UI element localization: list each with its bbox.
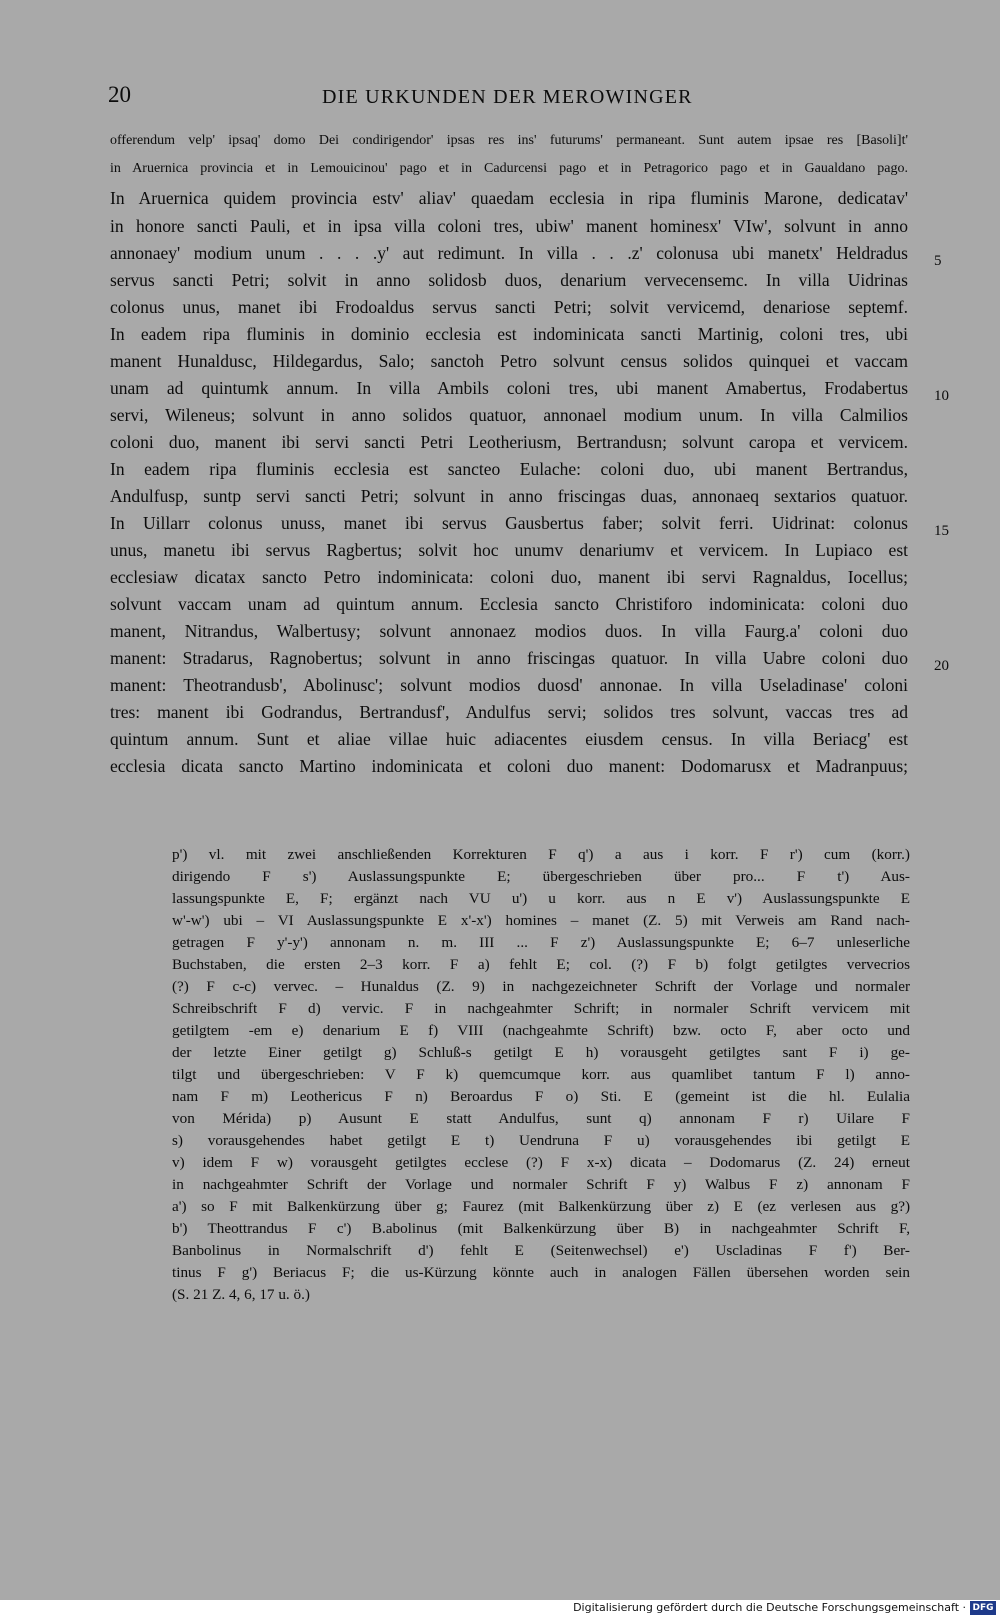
footnote-line: (?) F c-c) vervec. – Hunaldus (Z. 9) in nachgezeichneter Schrift der Vorlage und normaler (172, 978, 910, 995)
text-line: solvunt vaccam unam ad quintum annum. Ecclesia sancto Christiforo indominicata: coloni duo (110, 594, 908, 614)
footnote-line: getilgtem -em e) denarium E f) VIII (nachgeahmte Schrift) bzw. octo F, aber octo und (172, 1022, 910, 1039)
text-line: ecclesia dicata sancto Martino indominicata et coloni duo manent: Dodomarusx et Madranpuus; (110, 756, 908, 776)
footnote-line: in nachgeahmter Schrift der Vorlage und normaler Schrift F y) Walbus F z) annonam F (172, 1176, 910, 1193)
text-line: In Uillarr colonus unuss, manet ibi servus Gausbertus faber; solvit ferri. Uidrinat: colonus (110, 513, 908, 533)
text-line: colonus unus, manet ibi Frodoaldus servus sancti Petri; solvit vervicemd, denariose septemf. (110, 297, 908, 317)
footnote-line: p') vl. mit zwei anschließenden Korrekturen F q') a aus i korr. F r') cum (korr.) (172, 846, 910, 863)
footnote-line: v) idem F w) vorausgeht getilgtes ecclese (?) F x-x) dicata – Dodomarus (Z. 24) erneut (172, 1154, 910, 1171)
text-line: coloni duo, manent ibi servi sancti Petri Leotheriusm, Bertrandusn; solvunt caropa et vervicem. (110, 432, 908, 452)
dfg-logo-icon: DFG (970, 1601, 996, 1615)
text-line: In eadem ripa fluminis ecclesia est sancteo Eulache: coloni duo, ubi manent Bertrandus, (110, 459, 908, 479)
text-line: quintum annum. Sunt et aliae villae huic adiacentes eiusdem census. In villa Beriacg' est (110, 729, 908, 749)
footnote-line: dirigendo F s') Auslassungspunkte E; übergeschrieben über pro... F t') Aus- (172, 868, 910, 885)
text-line: unam ad quintumk annum. In villa Ambils coloni tres, ubi manent Amabertus, Frodabertus (110, 378, 908, 398)
text-line: In eadem ripa fluminis in dominio ecclesia est indominicata sancti Martinig, coloni tres, ubi (110, 324, 908, 344)
text-line: offerendum velp' ipsaq' domo Dei condirigendor' ipsas res ins' futurums' permaneant. Sunt autem ipsae res [Basoli]t' (110, 133, 908, 148)
footnote-line: Buchstaben, die ersten 2–3 korr. F a) fehlt E; col. (?) F b) folgt getilgtes vervecrios (172, 956, 910, 973)
footnote-line: s) vorausgehendes habet getilgt E t) Uendruna F u) vorausgehendes ibi getilgt E (172, 1132, 910, 1149)
text-line: tres: manent ibi Godrandus, Bertrandusf', Andulfus servi; solidos tres solvunt, vaccas tres ad (110, 702, 908, 722)
text-line: servus sancti Petri; solvit in anno solidosb duos, denarium vervecensemc. In villa Uidrinas (110, 270, 908, 290)
footnote-line: tilgt und übergeschrieben: V F k) quemcumque korr. aus quamlibet tantum F l) anno- (172, 1066, 910, 1083)
text-line: in honore sancti Pauli, et in ipsa villa coloni tres, ubiw' manent hominesx' VIw', solvunt in anno (110, 216, 908, 236)
footnote-line: b') Theottrandus F c') B.abolinus (mit Balkenkürzung über B) in nachgeahmter Schrift F, (172, 1220, 910, 1237)
footnote-line: w'-w') ubi – VI Auslassungspunkte E x'-x') homines – manet (Z. 5) mit Verweis am Rand nach- (172, 912, 910, 929)
text-line: manent: Stradarus, Ragnobertus; solvunt in anno friscingas quatuor. In villa Uabre coloni duo (110, 648, 908, 668)
footnote-line: Schreibschrift F d) vervic. F in nachgeahmter Schrift; in normaler Schrift vervicem mit (172, 1000, 910, 1017)
text-line: manent Hunaldusc, Hildegardus, Salo; sanctoh Petro solvunt census solidos quinquei et vaccam (110, 351, 908, 371)
footnote-line: der letzte Einer getilgt g) Schluß-s getilgt E h) vorausgeht getilgtes sant F i) ge- (172, 1044, 910, 1061)
footnote-line: getragen F y'-y') annonam n. m. III ... F z') Auslassungspunkte E; 6–7 unleserliche (172, 934, 910, 951)
line-number: 10 (934, 388, 949, 404)
text-line: In Aruernica quidem provincia estv' aliav' quaedam ecclesia in ripa fluminis Marone, dedicatav' (110, 188, 908, 208)
line-number: 15 (934, 523, 949, 539)
text-line: in Aruernica provincia et in Lemouicinou' pago et in Cadurcensi pago et in Petragorico pago et in Gaualdano pago. (110, 161, 908, 176)
footnote-line: a') so F mit Balkenkürzung über g; Faurez (mit Balkenkürzung über z) E (ez verlesen aus g?) (172, 1198, 910, 1215)
text-line: annonaey' modium unum . . . .y' aut redimunt. In villa . . .z' colonusa ubi manetx' Heldradus (110, 243, 908, 263)
footnote-line: nam F m) Leothericus F n) Beroardus F o) Sti. E (gemeint ist die hl. Eulalia (172, 1088, 910, 1105)
running-title: DIE URKUNDEN DER MEROWINGER (322, 86, 693, 108)
text-line: manent: Theotrandusb', Abolinusc'; solvunt modios duosd' annonae. In villa Useladinase' coloni (110, 675, 908, 695)
text-line: unus, manetu ibi servus Ragbertus; solvit hoc unumv denariumv et vervicem. In Lupiaco est (110, 540, 908, 560)
line-number: 5 (934, 253, 942, 269)
text-line: servi, Wileneus; solvunt in anno solidos quatuor, annonael modium unum. In villa Calmilios (110, 405, 908, 425)
footnote-line: von Mérida) p) Ausunt E statt Andulfus, sunt q) annonam F r) Uilare F (172, 1110, 910, 1127)
footnote-line: tinus F g') Beriacus F; die us-Kürzung könnte auch in analogen Fällen übersehen worden sein (172, 1264, 910, 1281)
footnote-line: Banbolinus in Normalschrift d') fehlt E (Seitenwechsel) e') Uscladinas F f') Ber- (172, 1242, 910, 1259)
text-line: manent, Nitrandus, Walbertusy; solvunt annonaez modios duos. In villa Faurg.a' coloni duo (110, 621, 908, 641)
text-line: ecclesiaw dicatax sancto Petro indominicata: coloni duo, manent ibi servi Ragnaldus, Iocellus; (110, 567, 908, 587)
funding-credit: Digitalisierung gefördert durch die Deutsche Forschungsgemeinschaft · (573, 1601, 966, 1614)
text-line: Andulfusp, suntp servi sancti Petri; solvunt in anno friscingas duas, annonaeq sextarios quatuor. (110, 486, 908, 506)
footnote-line: (S. 21 Z. 4, 6, 17 u. ö.) (172, 1286, 310, 1303)
footnote-line: lassungspunkte E, F; ergänzt nach VU u') u korr. aus n E v') Auslassungspunkte E (172, 890, 910, 907)
line-number: 20 (934, 658, 949, 674)
page-number: 20 (108, 82, 131, 107)
